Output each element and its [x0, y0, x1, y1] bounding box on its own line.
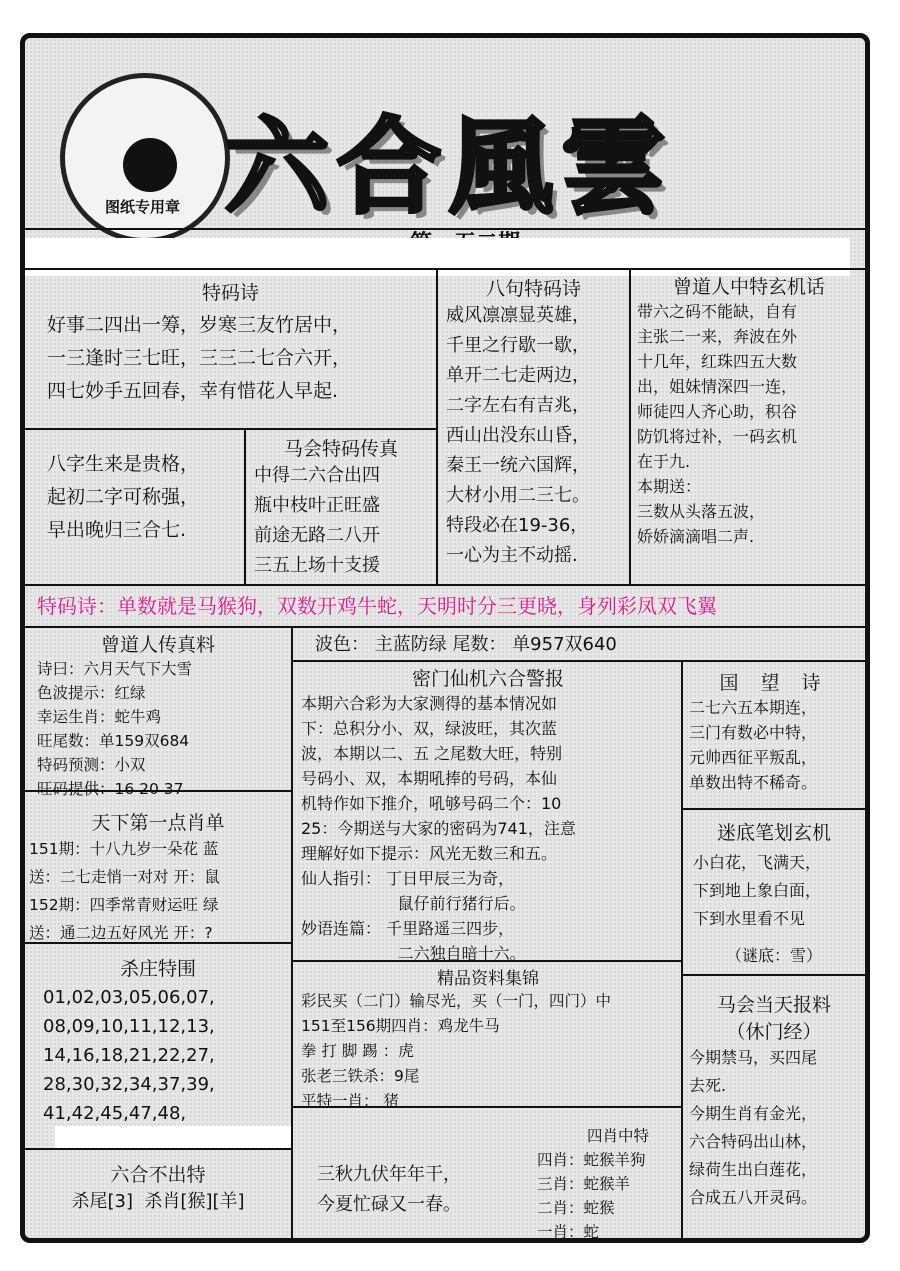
- poem-line: 中得二六合出四: [254, 465, 380, 486]
- riddle-line: 下到水里看不见: [693, 909, 806, 928]
- wave-tail-row: [315, 630, 865, 660]
- alert-line: 理解好如下提示：风光无数三和五。: [301, 844, 558, 863]
- number-line: 01,02,03,05,06,07,: [43, 987, 215, 1008]
- alert-line: 机特作如下推介，吼够号码二个：10: [301, 794, 562, 813]
- sixiao-line: 一肖：蛇: [537, 1223, 600, 1241]
- poem-title: 特码诗: [201, 282, 259, 304]
- report-line: 合成五八开灵码。: [689, 1188, 818, 1207]
- poem-line: 师徒四人齐心助，积谷: [637, 402, 798, 421]
- divider: [25, 428, 436, 430]
- poem-line: 单数出特不稀奇。: [689, 773, 818, 792]
- divider: [683, 974, 865, 976]
- jingpin-line: 平特一肖： 猪: [301, 1092, 399, 1110]
- alert-line: 妙语连篇： 千里路遥三四步，: [301, 919, 515, 938]
- jingpin-line: 彩民买（二门）输尽光，买（一门，四门）中: [301, 992, 612, 1010]
- poem-line: 带六之码不能缺，自有: [637, 302, 798, 321]
- divider: [293, 660, 865, 662]
- poem-line: 前途无路二八开: [254, 525, 380, 546]
- poem-line: 十几年，红珠四五大数: [637, 352, 798, 371]
- alert-line: 波，本期以二、五 之尾数大旺，特别: [301, 744, 563, 763]
- poem-line: 特段必在19-36，: [446, 515, 589, 536]
- report-line: 去死.: [689, 1076, 727, 1095]
- mahui-fax-title: 马会特码传真: [283, 438, 398, 460]
- poem-line: 二字左右有吉兆，: [446, 395, 590, 416]
- poem-line: 好事二四出一筹，岁寒三友竹居中，: [47, 314, 352, 336]
- riddle-answer: （谜底：雪）: [725, 946, 822, 965]
- poem-line: 三门有数必中特，: [689, 723, 818, 742]
- alert-line: 二六独自暗十六。: [301, 944, 526, 963]
- divider: [291, 628, 293, 1243]
- sixiao-line: 二肖：蛇猴: [537, 1199, 615, 1217]
- fax-line: 色波提示：红绿: [37, 684, 146, 702]
- blank-strip: [55, 1126, 291, 1148]
- poem-line: 元帅西征平叛乱，: [689, 748, 818, 767]
- report-line: 六合特码出山林，: [689, 1132, 818, 1151]
- eight-lines-box: [438, 274, 629, 571]
- sixiao-title: 四肖中特: [586, 1127, 649, 1145]
- report-line: 绿荷生出白莲花，: [689, 1160, 818, 1179]
- seal-bottom-text: 图纸专用章: [105, 198, 181, 216]
- alert-line: 号码小、双，本期吼捧的号码，本仙: [301, 769, 558, 788]
- alert-line: 仙人指引： 丁日甲辰三为奇，: [301, 869, 515, 888]
- poem-line: 在于九.: [637, 452, 691, 471]
- divider: [25, 268, 865, 270]
- poem-line: 防饥将过补，一码玄机: [637, 427, 798, 446]
- tianxia-zodiac-box: [25, 808, 291, 947]
- poem-line: 主张二一来，奔波在外: [637, 327, 798, 346]
- poem-line: 二七六五本期连，: [689, 698, 818, 717]
- guowang-poem-box: [683, 668, 865, 795]
- sixiao-line: 四肖：蛇猴羊狗: [537, 1151, 646, 1169]
- zeng-fax-box: [25, 630, 291, 801]
- fax-line: 旺码提供：16 20 37: [37, 780, 184, 798]
- sanqiu-box: [317, 1160, 537, 1220]
- eight-lines-title: 八句特码诗: [485, 278, 581, 300]
- fax-line: 诗曰：六月天气下大雪: [37, 660, 193, 678]
- newspaper-sheet: [20, 33, 870, 1243]
- page-title: 六合風雲: [225, 105, 674, 228]
- alert-line: 本期六合彩为大家测得的基本情况如: [301, 694, 558, 713]
- poem-line: 单开二七走两边，: [446, 365, 590, 386]
- highlight-poem-banner: 特码诗：单数就是马猴狗，双数开鸡牛蛇，天明时分三更晓，身列彩凤双飞翼: [37, 594, 717, 618]
- jingpin-line: 张老三铁杀：9尾: [301, 1067, 420, 1085]
- number-line: 41,42,45,47,48,: [43, 1103, 187, 1124]
- riddle-line: 小白花，飞满天，: [693, 853, 822, 872]
- buchu-box: [25, 1160, 291, 1217]
- poem-line: 出，姐妹情深四一连，: [637, 377, 798, 396]
- poem-line: 千里之行歇一歇，: [446, 335, 590, 356]
- buchu-line: 杀尾[3] 杀肖[猴][羊]: [71, 1191, 245, 1212]
- riddle-box: [683, 818, 865, 968]
- mahui-report-subtitle: （休门经）: [726, 1021, 822, 1043]
- divider: [25, 626, 865, 628]
- jingpin-line: 拳 打 脚 踢 ：虎: [301, 1042, 414, 1060]
- poem-line: 八字生来是贵格，: [47, 453, 200, 475]
- number-line: 28,30,32,34,37,39,: [43, 1074, 215, 1095]
- jingpin-title: 精品资料集锦: [437, 969, 539, 989]
- poem-line: 今夏忙碌又一春。: [317, 1194, 461, 1215]
- mahui-report-title: 马会当天报料: [716, 994, 831, 1016]
- sixiao-box: [535, 1124, 681, 1243]
- flower-emblem-icon: [123, 138, 177, 192]
- zodiac-line: 送：二七走悄一对对 开：鼠: [29, 868, 220, 886]
- guowang-poem-title: 国 望 诗: [719, 672, 829, 694]
- jingpin-line: 151至156期四肖：鸡龙牛马: [301, 1017, 500, 1035]
- zodiac-line: 151期：十八九岁一朵花 蓝: [29, 840, 219, 858]
- riddle-title: 迷底笔划玄机: [716, 822, 831, 844]
- divider: [25, 228, 865, 230]
- wave-tail-text: 波色： 主蓝防绿 尾数： 单957双640: [315, 634, 617, 655]
- poem-line: 起初二字可称强，: [47, 486, 200, 508]
- sixiao-line: 三肖：蛇猴羊: [537, 1175, 631, 1193]
- divider: [683, 808, 865, 810]
- alert-line: 下：总积分小、双，绿波旺，其次蓝: [301, 719, 558, 738]
- alert-line: 25：今期送与大家的密码为741，注意: [301, 819, 576, 838]
- poem-box: [25, 278, 436, 408]
- fax-line: 旺尾数：单159双684: [37, 732, 190, 750]
- mimen-alert-title: 密门仙机六合警报: [411, 668, 564, 690]
- divider: [25, 1148, 291, 1150]
- mahui-fax-box: [246, 434, 436, 581]
- poem-line: 本期送：: [637, 477, 702, 496]
- alert-line: 鼠仔前行猪行后。: [301, 894, 526, 913]
- report-line: 今期禁马，买四尾: [689, 1048, 818, 1067]
- fax-line: 特码预测：小双: [37, 756, 146, 774]
- poem-line: 西山出没东山昏，: [446, 425, 590, 446]
- riddle-line: 下到地上象白面，: [693, 881, 822, 900]
- eight-char-box: [47, 448, 242, 547]
- fax-line: 幸运生肖：蛇牛鸡: [37, 708, 162, 726]
- poem-line: 三数从头落五波，: [637, 502, 766, 521]
- zeng-riddle-box: [631, 272, 867, 549]
- zeng-fax-title: 曾道人传真料: [100, 634, 215, 656]
- poem-line: 威风凛凛显英雄，: [446, 305, 590, 326]
- mahui-report-box: [683, 990, 865, 1212]
- poem-line: 三秋九伏年年干，: [317, 1164, 461, 1185]
- poem-line: 娇娇滴滴唱二声.: [637, 527, 755, 546]
- shazhuang-title: 杀庄特围: [119, 958, 196, 980]
- number-line: 14,16,18,21,22,27,: [43, 1045, 215, 1066]
- poem-line: 早出晚归三合七.: [47, 519, 187, 541]
- tianxia-zodiac-title: 天下第一点肖单: [91, 812, 225, 834]
- zodiac-line: 152期：四季常青财运旺 绿: [29, 896, 219, 914]
- number-line: 08,09,10,11,12,13,: [43, 1016, 215, 1037]
- buchu-title: 六合不出特: [110, 1164, 206, 1186]
- poem-line: 四七妙手五回春，幸有惜花人早起.: [47, 380, 339, 402]
- zeng-riddle-title: 曾道人中特玄机话: [672, 276, 825, 298]
- poem-line: 瓶中枝叶正旺盛: [254, 495, 380, 516]
- poem-line: 秦王一统六国辉，: [446, 455, 590, 476]
- shazhuang-box: [25, 954, 291, 1128]
- report-line: 今期生肖有金光，: [689, 1104, 818, 1123]
- poem-line: 一三逢时三七旺，三三二七合六开，: [47, 347, 352, 369]
- mimen-alert-box: [295, 664, 681, 966]
- poem-line: 三五上场十支援: [254, 555, 380, 576]
- seal-stamp: [60, 73, 230, 243]
- poem-line: 一心为主不动摇.: [446, 545, 578, 566]
- zodiac-line: 送：通二边五好风光 开：?: [29, 924, 213, 942]
- jingpin-box: [295, 964, 681, 1114]
- poem-line: 大材小用二三七。: [446, 485, 590, 506]
